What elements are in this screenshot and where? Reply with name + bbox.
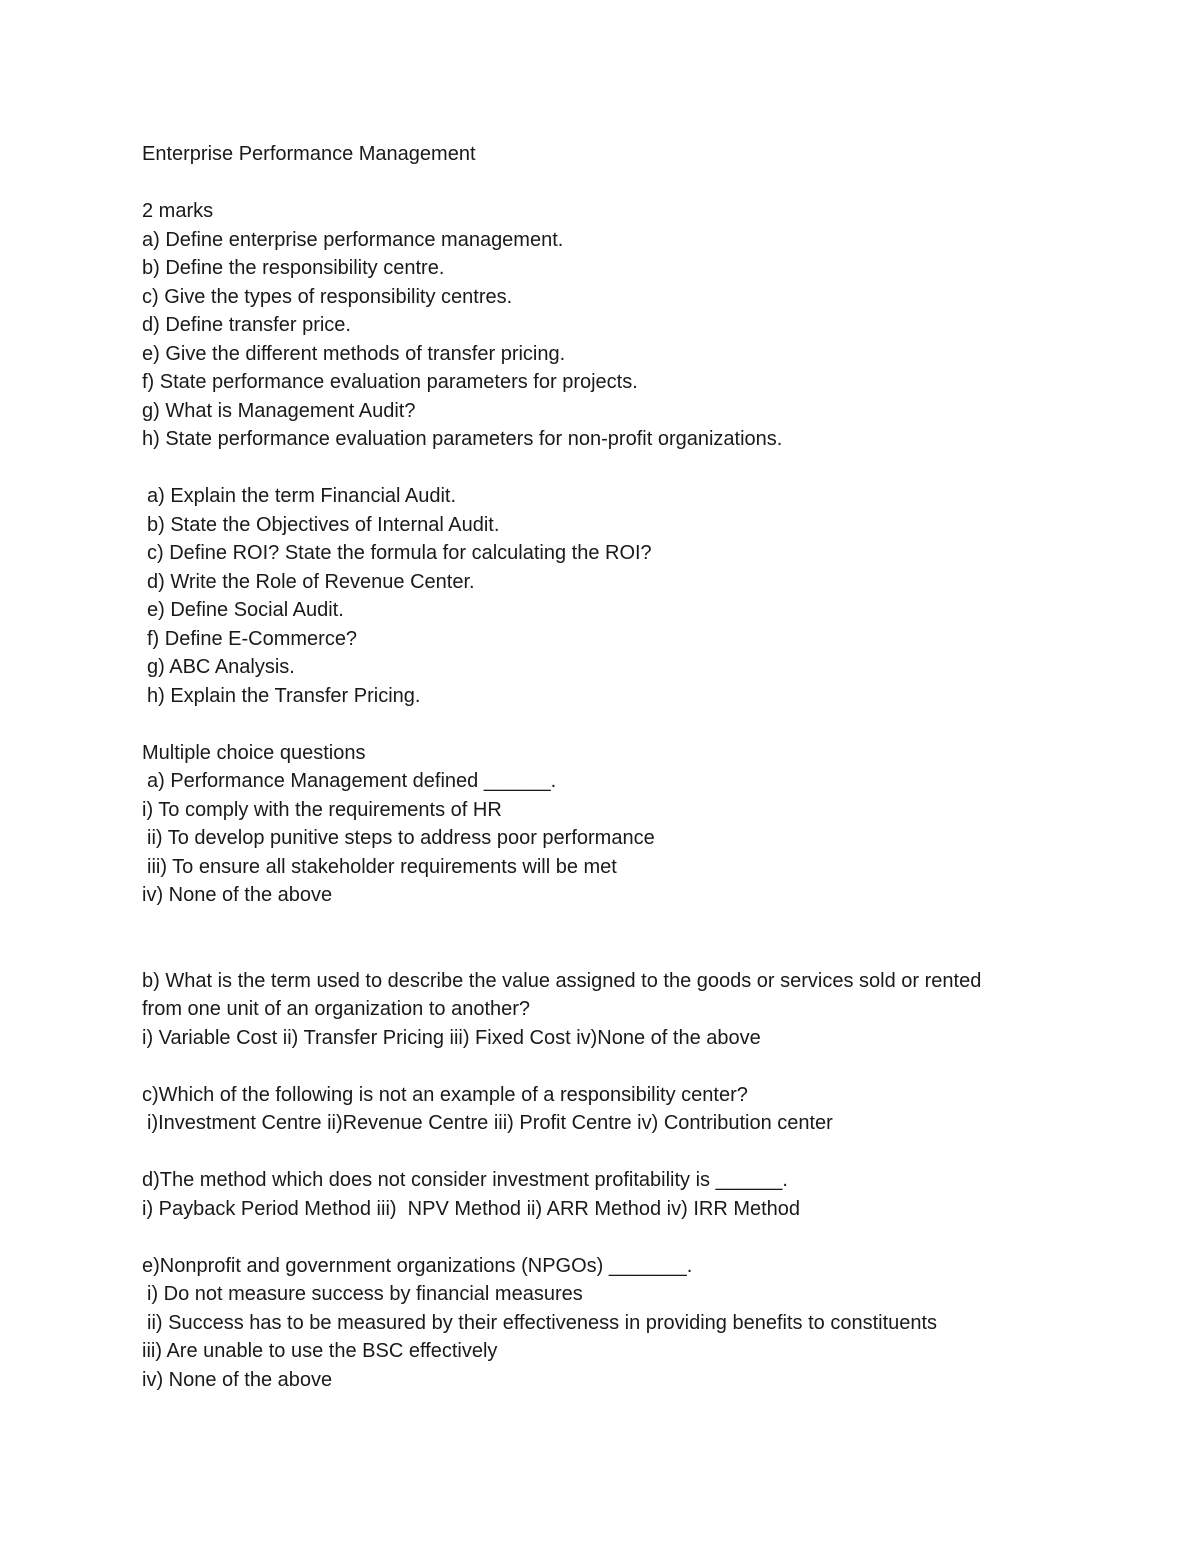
mcq-question: d)The method which does not consider investment profitability is ______. xyxy=(142,1169,788,1191)
spacer xyxy=(142,1138,1142,1167)
question-item: c) Define ROI? State the formula for calculating the ROI? xyxy=(147,542,652,564)
question-item: a) Define enterprise performance management. xyxy=(142,228,564,251)
mcq-options: i) Variable Cost ii) Transfer Pricing iii) Fixed Cost iv)None of the above xyxy=(142,1026,761,1049)
mcq-question-continued: from one unit of an organization to another? xyxy=(142,998,531,1020)
spacer xyxy=(142,1223,1142,1252)
question-item: b) State the Objectives of Internal Audit. xyxy=(147,513,500,536)
question-item: e) Give the different methods of transfer pricing. xyxy=(142,342,566,365)
document-title: Enterprise Performance Management xyxy=(142,143,476,165)
spacer xyxy=(142,454,1142,483)
mcq-option: iii) Are unable to use the BSC effectively xyxy=(142,1340,498,1362)
question-item: f) State performance evaluation parameters for projects. xyxy=(142,371,638,393)
mcq-option: iv) None of the above xyxy=(142,1368,333,1391)
mcq-options: i)Investment Centre ii)Revenue Centre iii) Profit Centre iv) Contribution center xyxy=(147,1112,833,1134)
mcq-option: i) To comply with the requirements of HR xyxy=(142,798,502,821)
mcq-option: iv) None of the above xyxy=(142,884,333,906)
question-item: h) State performance evaluation parameters for non-profit organizations. xyxy=(142,428,783,450)
mcq-options: i) Payback Period Method iii) NPV Method ii) ARR Method iv) IRR Method xyxy=(142,1197,801,1220)
mcq-option: iii) To ensure all stakeholder requirements will be met xyxy=(147,855,617,878)
mcq-question: c)Which of the following is not an example of a responsibility center? xyxy=(142,1083,748,1106)
question-item: g) ABC Analysis. xyxy=(147,656,295,678)
spacer xyxy=(142,169,1142,198)
question-item: e) Define Social Audit. xyxy=(147,599,344,621)
mcq-question: e)Nonprofit and government organizations (NPGOs) _______. xyxy=(142,1254,693,1277)
question-item: g) What is Management Audit? xyxy=(142,399,416,422)
mcq-option: i) Do not measure success by financial measures xyxy=(147,1283,583,1305)
question-item: c) Give the types of responsibility centres. xyxy=(142,285,513,308)
question-item: d) Define transfer price. xyxy=(142,314,351,336)
spacer xyxy=(142,910,1142,967)
question-item: a) Explain the term Financial Audit. xyxy=(147,485,457,507)
section-heading-2-marks: 2 marks xyxy=(142,200,214,222)
spacer xyxy=(142,1052,1142,1081)
document-page xyxy=(142,140,1142,1394)
mcq-option: ii) Success has to be measured by their effectiveness in providing benefits to constituents xyxy=(147,1311,938,1334)
spacer xyxy=(142,710,1142,739)
question-item: f) Define E-Commerce? xyxy=(147,627,358,650)
mcq-question: a) Performance Management defined ______. xyxy=(147,770,557,792)
question-item: b) Define the responsibility centre. xyxy=(142,257,445,279)
section-heading-mcq: Multiple choice questions xyxy=(142,741,366,764)
mcq-question: b) What is the term used to describe the value assigned to the goods or services sold or rented xyxy=(142,969,982,992)
question-item: h) Explain the Transfer Pricing. xyxy=(147,684,421,707)
question-item: d) Write the Role of Revenue Center. xyxy=(147,570,475,593)
mcq-option: ii) To develop punitive steps to address poor performance xyxy=(147,827,655,849)
